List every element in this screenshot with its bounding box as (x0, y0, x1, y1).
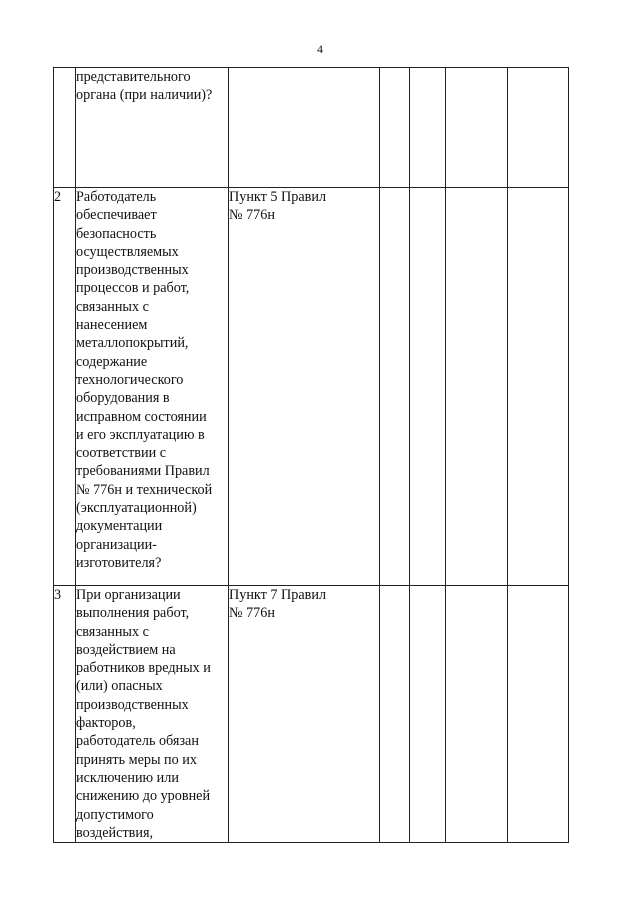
question-text: представительного органа (при наличии)? (76, 69, 213, 104)
answer-yes-cell (380, 188, 410, 586)
reference-text: Пункт 5 Правил № 776н (229, 189, 327, 224)
row-number-cell (54, 188, 76, 586)
row-number: 3 (54, 587, 62, 603)
question-cell (76, 188, 229, 586)
row-number-cell (54, 586, 76, 843)
note-cell (508, 586, 569, 843)
page-number: 4 (317, 42, 323, 56)
answer-yes-cell (380, 68, 410, 188)
question-text: При организации выполнения работ, связанных с воздействием на работников вредных и (или) опасных производственных факторов, работодатель обязан принять меры по их исключению или снижению до уровней допустимого воздействия, (76, 587, 211, 841)
reference-cell (229, 68, 380, 188)
table-row (54, 188, 569, 586)
note-cell (508, 188, 569, 586)
table-row (54, 68, 569, 188)
answer-na-cell (446, 586, 508, 843)
table-row (54, 586, 569, 843)
reference-text: Пункт 7 Правил № 776н (229, 587, 327, 622)
answer-na-cell (446, 188, 508, 586)
question-cell (76, 586, 229, 843)
answer-na-cell (446, 68, 508, 188)
note-cell (508, 68, 569, 188)
reference-cell (229, 586, 380, 843)
answer-no-cell (410, 586, 446, 843)
question-text: Работодатель обеспечивает безопасность осуществляемых производственных процессов и работ, связанных с нанесением металлопокрытий, содержание технологического оборудования в исправном состоянии и его эксплуатацию в соответствии с требованиями Правил № 776н и технической (эксплуатационной) документации организации- изготовителя? (76, 189, 213, 571)
row-number: 2 (54, 189, 62, 205)
row-number-cell (54, 68, 76, 188)
answer-no-cell (410, 188, 446, 586)
answer-yes-cell (380, 586, 410, 843)
question-cell (76, 68, 229, 188)
reference-cell (229, 188, 380, 586)
checklist-table (53, 67, 569, 843)
answer-no-cell (410, 68, 446, 188)
